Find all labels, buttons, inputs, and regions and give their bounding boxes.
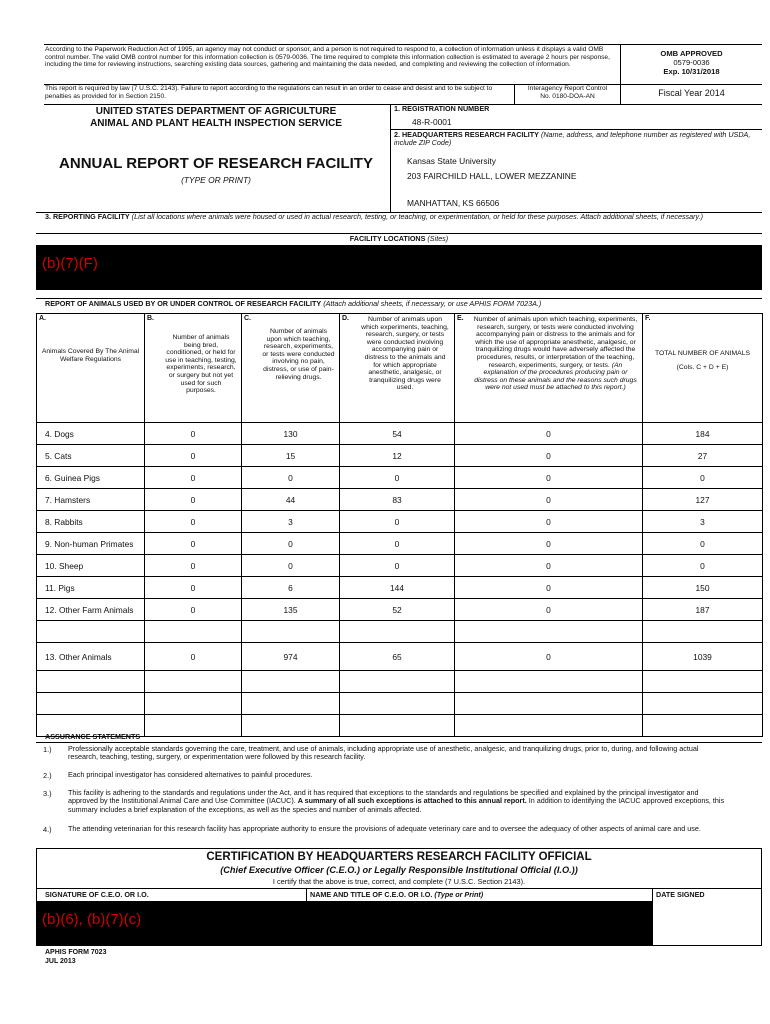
cell-f[interactable]: 0 (643, 533, 763, 555)
cell-d[interactable]: 144 (340, 577, 455, 599)
table-row (37, 671, 763, 693)
omb-number: 0579-0036 (673, 58, 710, 67)
omb-approved: OMB APPROVED (660, 49, 723, 58)
cell-d[interactable] (340, 693, 455, 715)
cell-f[interactable]: 3 (643, 511, 763, 533)
paperwork-notice: According to the Paperwork Reduction Act of 1995, an agency may not conduct or sponsor, and a person is not required to respond to, a collection of information unless it displays a valid OMB control number. The valid OMB control number for this information collection is 0579-0036. The time required to complete this information collection is estimated to average 2 hours per response, including the time for reviewing instructions, searching existing data sources, gathering and maintaining the data needed, and completing and reviewing the collection of information. (45, 46, 610, 69)
table-row (37, 533, 763, 555)
animal-name (37, 671, 145, 693)
animal-name (37, 621, 145, 643)
cell-e[interactable] (455, 621, 643, 643)
animal-name (37, 693, 145, 715)
table-row (37, 489, 763, 511)
animal-name: 5. Cats (37, 445, 145, 467)
assurance-text-3a: This facility is adhering to the standards and regulations under the Act, and it has required that exceptions to the standards and regulations be specified and explained by the principal investigator and approved by the Institutional Animal Care and Use Committee (IACUC). (68, 788, 699, 806)
rule (36, 742, 762, 743)
cell-e[interactable]: 0 (455, 445, 643, 467)
interagency-line2: No. 0180-DOA-AN (540, 92, 595, 100)
reporting-facility-note: (List all locations where animals were housed or used in actual research, testing, or teaching, or experimentation, or held for these purposes. Attach additional sheets, if necessary.) (131, 212, 703, 221)
law-notice: This report is required by law (7 U.S.C. 2143). Failure to report according to the regulations can result in an order to cease and desist and to be subject to penalties as provided for in Section 2150. (45, 85, 493, 100)
table-row (37, 555, 763, 577)
interagency-box (514, 84, 620, 104)
cell-b[interactable]: 0 (145, 467, 242, 489)
cell-d[interactable]: 83 (340, 489, 455, 511)
reporting-facility-label: 3. REPORTING FACILITY (45, 212, 130, 221)
cell-f[interactable] (643, 715, 763, 737)
animal-name: 7. Hamsters (37, 489, 145, 511)
table-row (37, 511, 763, 533)
col-c-letter: C. (244, 315, 251, 322)
table-row (37, 621, 763, 643)
cell-d[interactable]: 0 (340, 511, 455, 533)
cell-e[interactable]: 0 (455, 643, 643, 671)
animal-name: 12. Other Farm Animals (37, 599, 145, 621)
footer-date: JUL 2013 (45, 958, 76, 965)
cell-e[interactable]: 0 (455, 599, 643, 621)
form-title: ANNUAL REPORT OF RESEARCH FACILITY (59, 155, 373, 172)
cell-c[interactable]: 0 (242, 467, 340, 489)
assurance-text-4: The attending veterinarian for this research facility has appropriate authority to ensure the provisions of adequate veterinary care and to oversee the adequacy of other aspects of animal care and use. (68, 824, 701, 833)
cell-d[interactable]: 0 (340, 533, 455, 555)
cell-f[interactable]: 0 (643, 467, 763, 489)
cell-c[interactable] (242, 621, 340, 643)
cell-f[interactable] (643, 671, 763, 693)
cell-f[interactable]: 184 (643, 423, 763, 445)
col-a-letter: A. (39, 315, 46, 322)
cell-b[interactable]: 0 (145, 445, 242, 467)
cell-c[interactable] (242, 671, 340, 693)
reporting-facility-wrap (45, 213, 759, 221)
table-row (37, 577, 763, 599)
cell-c[interactable]: 0 (242, 555, 340, 577)
assurance-num-4: 4.) (43, 825, 52, 834)
col-e-text-wrap (455, 314, 642, 392)
cell-d[interactable] (340, 621, 455, 643)
animal-name: 4. Dogs (37, 423, 145, 445)
certification-title: CERTIFICATION BY HEADQUARTERS RESEARCH FACILITY OFFICIAL (206, 851, 592, 863)
cell-b[interactable] (145, 621, 242, 643)
cell-f[interactable]: 1039 (643, 643, 763, 671)
col-b-header (145, 314, 242, 423)
cell-f[interactable]: 150 (643, 577, 763, 599)
cell-f[interactable] (643, 693, 763, 715)
cell-d[interactable] (340, 715, 455, 737)
col-f-header (643, 314, 763, 423)
cell-e[interactable] (455, 693, 643, 715)
certification-subtitle: (Chief Executive Officer (C.E.O.) or Legally Responsible Institutional Official (I.O.)) (220, 865, 578, 875)
animal-name: 9. Non-human Primates (37, 533, 145, 555)
col-f-text: TOTAL NUMBER OF ANIMALS (654, 350, 751, 357)
cell-e[interactable] (455, 671, 643, 693)
assurance-num-3: 3.) (43, 789, 52, 798)
col-c-header (242, 314, 340, 423)
cell-f[interactable]: 0 (643, 555, 763, 577)
headquarters-label: 2. HEADQUARTERS RESEARCH FACILITY (394, 130, 539, 139)
cell-e[interactable]: 0 (455, 533, 643, 555)
cell-b[interactable]: 0 (145, 599, 242, 621)
cell-b[interactable] (145, 715, 242, 737)
cell-d[interactable]: 65 (340, 643, 455, 671)
cell-c[interactable] (242, 693, 340, 715)
cell-b[interactable]: 0 (145, 577, 242, 599)
certification-statement: I certify that the above is true, correct, and complete (7 U.S.C. Section 2143). (272, 877, 526, 886)
redaction-label-signature: (b)(6), (b)(7)(c) (42, 911, 142, 928)
cell-c[interactable]: 3 (242, 511, 340, 533)
cell-b[interactable]: 0 (145, 423, 242, 445)
col-f-letter: F. (645, 315, 651, 322)
facility-locations-label: FACILITY LOCATIONS (349, 234, 426, 243)
assurance-text-1: Professionally acceptable standards governing the care, treatment, and use of animals, including appropriate use of anesthetic, analgesic, and tranquilizing drugs, prior to, during, and following actual research, teaching, testing, surgery, or experimentation were followed by this research facility. (68, 744, 699, 762)
date-label: DATE SIGNED (656, 890, 705, 899)
hq-city[interactable]: MANHATTAN, KS 66506 (407, 198, 500, 208)
signature-label: SIGNATURE OF C.E.O. OR I.O. (45, 890, 149, 899)
date-signed-field[interactable] (656, 903, 756, 941)
fiscal-year-box (620, 84, 762, 104)
col-b-letter: B. (147, 315, 154, 322)
headquarters-note: (Name, address, and telephone number as registered with USDA, include ZIP Code) (394, 130, 751, 148)
table-row (37, 693, 763, 715)
assurance-text-3-wrap (68, 789, 728, 814)
assurance-text-3b: In addition to identifying the IACUC approved exceptions, this summary includes a brief explanation of the exceptions, as well as the species and number of animals affected. (68, 796, 725, 814)
col-c-text: Number of animals upon which teaching, research, experiments, or tests were conducted involving no pain, distress, or use of pain-relieving drugs. (262, 328, 335, 381)
agency-line2: ANIMAL AND PLANT HEALTH INSPECTION SERVICE (90, 118, 342, 129)
interagency-line1: Interagency Report Control (527, 85, 608, 92)
report-section-label: REPORT OF ANIMALS USED BY OR UNDER CONTROL OF RESEARCH FACILITY (45, 299, 322, 308)
table-row (37, 467, 763, 489)
col-b-text: Number of animals being bred, conditioned, or held for use in teaching, testing, experiments, research, or surgery but not yet used for such purposes. (165, 334, 237, 395)
cell-d[interactable] (340, 671, 455, 693)
animal-name: 8. Rabbits (37, 511, 145, 533)
assurance-title: ASSURANCE STATEMENTS (45, 732, 141, 741)
animal-name: 6. Guinea Pigs (37, 467, 145, 489)
cell-d[interactable]: 54 (340, 423, 455, 445)
redaction-label-locations: (b)(7)(F) (42, 255, 98, 272)
col-e-letter: E. (457, 315, 464, 322)
cell-f[interactable] (643, 621, 763, 643)
cell-e[interactable] (455, 715, 643, 737)
animal-name: 10. Sheep (37, 555, 145, 577)
agency-line1: UNITED STATES DEPARTMENT OF AGRICULTURE (95, 106, 337, 117)
hq-name[interactable]: Kansas State University (407, 156, 496, 166)
cell-b[interactable]: 0 (145, 511, 242, 533)
report-section-wrap (45, 300, 759, 308)
cell-b[interactable]: 0 (145, 555, 242, 577)
animal-name: 11. Pigs (37, 577, 145, 599)
animals-table (36, 313, 763, 737)
fiscal-year: Fiscal Year 2014 (658, 88, 725, 98)
report-section-note: (Attach additional sheets, if necessary, or use APHIS FORM 7023A.) (323, 299, 542, 308)
cell-c[interactable]: 15 (242, 445, 340, 467)
form-subtitle: (TYPE OR PRINT) (181, 175, 251, 185)
facility-locations-wrap (36, 235, 762, 243)
cell-e[interactable]: 0 (455, 511, 643, 533)
col-a-text: Animals Covered By The Animal Welfare Regulations (41, 348, 140, 363)
col-d-header (340, 314, 455, 423)
hq-address[interactable]: 203 FAIRCHILD HALL, LOWER MEZZANINE (407, 171, 577, 181)
omb-exp: Exp. 10/31/2018 (663, 67, 720, 76)
col-a-header (37, 314, 145, 423)
cell-c[interactable]: 6 (242, 577, 340, 599)
cell-b[interactable]: 0 (145, 643, 242, 671)
divider (652, 888, 653, 946)
cell-f[interactable]: 187 (643, 599, 763, 621)
cell-d[interactable]: 0 (340, 467, 455, 489)
table-row (37, 715, 763, 737)
registration-value[interactable]: 48-R-0001 (412, 117, 452, 127)
cell-c[interactable]: 974 (242, 643, 340, 671)
registration-label: 1. REGISTRATION NUMBER (394, 104, 490, 113)
cell-c[interactable]: 130 (242, 423, 340, 445)
assurance-num-1: 1.) (43, 745, 52, 754)
animal-name: 13. Other Animals (37, 643, 145, 671)
cell-f[interactable]: 127 (643, 489, 763, 511)
name-label-wrap (310, 891, 483, 899)
cell-b[interactable]: 0 (145, 533, 242, 555)
footer-form: APHIS FORM 7023 (45, 949, 107, 956)
cell-c[interactable]: 135 (242, 599, 340, 621)
col-f-subtext: (Cols. C + D + E) (676, 363, 729, 371)
col-e-text: Number of animals upon which teaching, experiments, research, surgery, or tests were conducted involving accompanying pain or distress to the animals and for which the use of appropriate anesthetic, analgesic, or tranquilizing drugs would have adversely affected the procedures, results, or interpretation of the teaching, research, experiments, surgery, or tests. (473, 316, 638, 369)
cell-b[interactable] (145, 671, 242, 693)
cell-c[interactable]: 0 (242, 533, 340, 555)
redaction-block-locations (36, 245, 762, 290)
assurance-num-2: 2.) (43, 771, 52, 780)
cell-e[interactable]: 0 (455, 423, 643, 445)
table-row (37, 643, 763, 671)
cell-b[interactable]: 0 (145, 489, 242, 511)
col-e-header (455, 314, 643, 423)
table-row (37, 445, 763, 467)
cell-d[interactable]: 52 (340, 599, 455, 621)
cell-e[interactable]: 0 (455, 489, 643, 511)
table-row (37, 599, 763, 621)
headquarters-label-wrap (394, 131, 760, 148)
table-header-row (37, 314, 763, 423)
name-label: NAME AND TITLE OF C.E.O. OR I.O. (310, 890, 433, 899)
name-note: (Type or Print) (434, 890, 484, 899)
col-d-text: Number of animals upon which experiments, teaching, research, surgery, or tests were conducted involving accompanying pain or distress to the animals and for which appropriate anesthetic, analgesic, or tranquilizing drugs were used. (361, 316, 449, 392)
cell-d[interactable]: 0 (340, 555, 455, 577)
assurance-text-3-bold: A summary of all such exceptions is attached to this annual report. (297, 796, 527, 806)
cell-e[interactable]: 0 (455, 577, 643, 599)
facility-locations-note: (Sites) (427, 234, 449, 243)
redaction-block-signature (36, 901, 652, 946)
cell-b[interactable] (145, 693, 242, 715)
assurance-text-2: Each principal investigator has considered alternatives to painful procedures. (68, 770, 313, 779)
cell-e[interactable]: 0 (455, 467, 643, 489)
cell-c[interactable] (242, 715, 340, 737)
cell-e[interactable]: 0 (455, 555, 643, 577)
col-e-text-italic: (An explanation of the procedures producing pain or distress on these animals and the reasons such drugs were not used must be attached to this report.) (474, 361, 637, 392)
cell-f[interactable]: 27 (643, 445, 763, 467)
table-row (37, 423, 763, 445)
omb-box (620, 44, 762, 84)
cell-d[interactable]: 12 (340, 445, 455, 467)
col-d-letter: D. (342, 315, 349, 322)
cell-c[interactable]: 44 (242, 489, 340, 511)
